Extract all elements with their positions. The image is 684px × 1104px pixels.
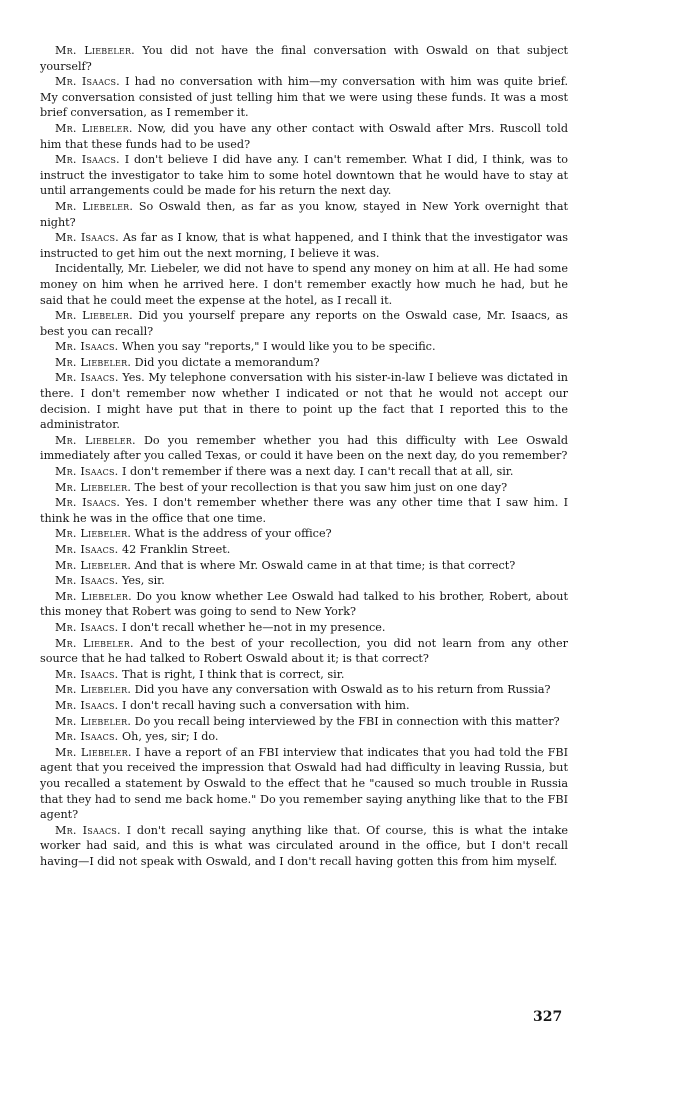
transcript-paragraph: [40, 199, 568, 230]
transcript-paragraph: [40, 464, 568, 480]
paragraph-text: You did not have the final conversation with Oswald on that subject yourself?: [40, 44, 568, 73]
transcript-paragraph: [40, 620, 568, 636]
speaker-label: Mr. Liebeler.: [55, 44, 135, 57]
transcript-paragraph: [40, 433, 568, 464]
paragraph-text: I don't remember if there was a next day. I can't recall that at all, sir.: [121, 465, 514, 479]
transcript-paragraph: [40, 308, 568, 339]
paragraph-text: 42 Franklin Street.: [121, 543, 231, 556]
speaker-label: Mr. Isaacs.: [55, 823, 121, 837]
paragraph-text: I don't recall having such a conversation with him.: [121, 698, 410, 712]
speaker-label: Mr. Isaacs.: [55, 574, 119, 588]
paragraph-text: Yes. I don't remember whether there was any other time that I saw him. I think he was in the office that one time.: [40, 496, 568, 525]
paragraph-text: Did you yourself prepare any reports on the Oswald case, Mr. Isaacs, as best you can recall?: [40, 309, 569, 338]
paragraph-text: As far as I know, that is what happened, and I think that the investigator was instructed to get him out the next morning, I believe it was.: [40, 231, 568, 260]
speaker-label: Mr. Liebeler.: [55, 121, 133, 135]
transcript-paragraph: [40, 43, 568, 74]
transcript-paragraph: [40, 230, 568, 261]
transcript-paragraph: [40, 121, 568, 152]
paragraph-text: When you say "reports," I would like you to be specific.: [121, 340, 436, 354]
paragraph-text: Oh, yes, sir; I do.: [121, 730, 219, 744]
speaker-label: Mr. Isaacs.: [55, 231, 119, 245]
transcript-paragraph: [40, 558, 568, 574]
transcript-paragraph: [40, 823, 568, 870]
transcript-paragraph: [40, 74, 568, 121]
paragraph-text: And to the best of your recollection, you did not learn from any other source that he had talked to Robert Oswald about it; is that correct?: [40, 636, 568, 666]
transcript-paragraph: [40, 542, 568, 558]
speaker-label: Mr. Isaacs.: [55, 543, 119, 556]
paragraph-text: And that is where Mr. Oswald came in at that time; is that correct?: [134, 558, 516, 572]
paragraph-text: Yes, sir.: [121, 574, 165, 588]
paragraph-text: I have a report of an FBI interview that indicates that you had told the FBI agent that you received the impression that Oswald had had difficulty in leaving Russia, but you recalled a statement by Oswald to the effect that he "caused so much trouble in Russia that they had to send me back home." Do you remember saying anything like that to the FBI agent?: [40, 745, 568, 822]
speaker-label: Mr. Isaacs.: [55, 340, 119, 354]
transcript-paragraph: [40, 714, 568, 730]
transcript-paragraph: [40, 495, 568, 526]
paragraph-text: Do you remember whether you had this difficulty with Lee Oswald immediately after you called Texas, or could it have been on the next day, do you remember?: [40, 433, 568, 463]
speaker-label: Mr. Liebeler.: [55, 589, 132, 603]
speaker-label: Mr. Isaacs.: [55, 496, 121, 510]
paragraph-text: Did you have any conversation with Oswald as to his return from Russia?: [134, 683, 551, 697]
speaker-label: Mr. Liebeler.: [55, 480, 132, 494]
paragraph-text: Do you know whether Lee Oswald had talked to his brother, Robert, about this money that Robert was going to send to New York?: [40, 589, 569, 619]
speaker-label: Mr. Liebeler.: [55, 309, 133, 323]
speaker-label: Mr. Isaacs.: [55, 465, 119, 479]
transcript-paragraph: [40, 698, 568, 714]
transcript-paragraph: [40, 636, 568, 667]
paragraph-text: The best of your recollection is that you saw him just on one day?: [134, 480, 508, 494]
paragraph-text: Now, did you have any other contact with Oswald after Mrs. Ruscoll told him that these funds had to be used?: [40, 121, 568, 151]
speaker-label: Mr. Isaacs.: [55, 620, 119, 634]
transcript-paragraph: [40, 339, 568, 355]
speaker-label: Mr. Isaacs.: [55, 371, 119, 385]
transcript-page: [40, 43, 568, 869]
transcript-paragraph: [40, 355, 568, 371]
transcript-paragraph: [40, 526, 568, 542]
paragraph-text: Did you dictate a memorandum?: [134, 355, 320, 369]
transcript-paragraph: [40, 682, 568, 698]
speaker-label: Mr. Liebeler.: [55, 433, 136, 447]
transcript-body: [40, 43, 568, 869]
speaker-label: Mr. Liebeler.: [55, 355, 132, 369]
paragraph-text: I don't recall whether he—not in my presence.: [121, 620, 386, 634]
paragraph-text: Incidentally, Mr. Liebeler, we did not have to spend any money on him at all. He had some money on him when he arrived here. I don't remember exactly how much he had, but he said that he could meet the expense at the hotel, as I recall it.: [40, 262, 568, 307]
paragraph-text: Yes. My telephone conversation with his sister-in-law I believe was dictated in there. I don't remember now whether I indicated or not that he would not accept our decision. I might have put that in there to point up the fact that I reported this to the administrator.: [40, 371, 568, 432]
paragraph-text: What is the address of your office?: [134, 527, 332, 541]
speaker-label: Mr. Liebeler.: [55, 683, 132, 697]
transcript-paragraph: [40, 667, 568, 683]
speaker-label: Mr. Liebeler.: [55, 714, 132, 728]
transcript-paragraph: [40, 589, 568, 620]
page-number: 327: [533, 1009, 563, 1025]
transcript-paragraph: [40, 370, 568, 432]
transcript-paragraph: [40, 729, 568, 745]
speaker-label: Mr. Liebeler.: [55, 199, 134, 213]
speaker-label: Mr. Isaacs.: [55, 730, 119, 744]
paragraph-text: I don't recall saying anything like that. Of course, this is what the intake worker had said, and this is what was circulated around in the office, but I don't recall having—I did not speak with Oswald, and I don't recall having gotten this from him myself.: [40, 823, 569, 868]
speaker-label: Mr. Isaacs.: [55, 667, 119, 681]
speaker-label: Mr. Isaacs.: [55, 153, 120, 167]
paragraph-text: That is right, I think that is correct, sir.: [121, 667, 345, 681]
paragraph-text: Do you recall being interviewed by the FBI in connection with this matter?: [134, 714, 560, 728]
transcript-paragraph: [40, 261, 568, 308]
transcript-paragraph: [40, 152, 568, 199]
speaker-label: Mr. Isaacs.: [55, 698, 119, 712]
transcript-paragraph: [40, 480, 568, 496]
speaker-label: Mr. Liebeler.: [55, 636, 134, 650]
speaker-label: Mr. Liebeler.: [55, 745, 132, 759]
paragraph-text: So Oswald then, as far as you know, stayed in New York overnight that night?: [40, 199, 568, 229]
speaker-label: Mr. Liebeler.: [55, 558, 132, 572]
transcript-paragraph: [40, 745, 568, 823]
transcript-paragraph: [40, 573, 568, 589]
paragraph-text: I had no conversation with him—my conversation with him was quite brief. My conversation consisted of just telling him that we were using these funds. It was a most brief conversation, as I remember it.: [40, 75, 569, 120]
speaker-label: Mr. Liebeler.: [55, 527, 132, 541]
paragraph-text: I don't believe I did have any. I can't remember. What I did, I think, was to instruct the investigator to take him to some hotel downtown that he would have to stay at until arrangements could be made for his return the next day.: [40, 153, 568, 198]
speaker-label: Mr. Isaacs.: [55, 75, 120, 89]
